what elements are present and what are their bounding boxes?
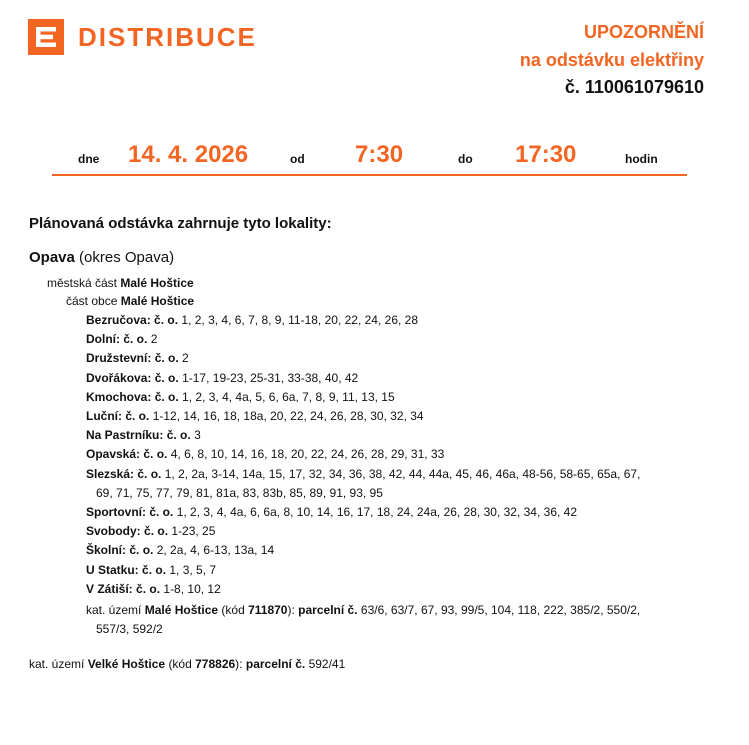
street-name: Školní: <box>86 543 127 558</box>
street-line <box>86 465 716 484</box>
house-numbers: 1-12, 14, 16, 18, 18a, 20, 22, 24, 26, 28, 30, 32, 34 <box>152 409 424 423</box>
street-name: Kmochova: <box>86 389 152 404</box>
street-name: Sportovní: <box>86 505 146 519</box>
cadastral-name: Malé Hoštice <box>144 603 219 617</box>
street-name: Na Pastrníku: <box>86 428 164 443</box>
house-numbers: 2 <box>150 332 158 347</box>
house-number-label: č. o. <box>149 505 174 519</box>
house-number-label: č. o. <box>166 428 191 443</box>
house-number-label: č. o. <box>123 332 148 347</box>
house-number-label: č. o. <box>154 389 179 404</box>
date-label: dne <box>78 152 100 166</box>
house-number-label: č. o. <box>154 351 179 366</box>
notice-title: UPOZORNĚNÍ <box>583 22 704 42</box>
house-number-label: č. o. <box>137 466 162 481</box>
locations-heading: Plánovaná odstávka zahrnuje tyto lokality: <box>29 215 332 232</box>
parcel-numbers: 63/6, 63/7, 67, 93, 99/5, 104, 118, 222, 385/2, 550/2, <box>360 603 641 617</box>
street-name: U Statku: <box>86 562 139 577</box>
street-line <box>86 503 716 522</box>
house-numbers: 1, 3, 5, 7 <box>169 562 217 577</box>
parcel-numbers: 592/41 <box>308 657 346 671</box>
date-value: 14. 4. 2026 <box>128 141 249 168</box>
cadastral-code: 778826 <box>195 657 236 671</box>
cez-logo <box>28 19 257 55</box>
cadastral-code-suffix: ): <box>235 657 243 671</box>
cadastral-code: 711870 <box>248 603 288 617</box>
town-line <box>29 249 174 266</box>
street-line <box>86 541 716 560</box>
to-time: 17:30 <box>515 141 577 168</box>
street-line <box>86 426 716 445</box>
house-numbers: 1, 2, 2a, 3-14, 14a, 15, 17, 32, 34, 36, 38, 42, 44, 44a, 45, 46, 46a, 48-56, 58-65, 65a, 67, <box>164 466 641 481</box>
street-line <box>86 349 716 368</box>
municipality-part-name: Malé Hoštice <box>120 294 195 308</box>
cadastral-code-suffix: ): <box>287 603 295 617</box>
parcel-label: parcelní č. <box>298 603 358 617</box>
parcel-numbers-cont: 557/3, 592/2 <box>96 622 163 636</box>
street-line <box>86 445 716 464</box>
notice-subtitle: na odstávku elektřiny <box>519 50 704 70</box>
house-numbers: 1, 2, 3, 4, 4a, 6, 6a, 8, 10, 14, 16, 17, 18, 24, 24a, 26, 28, 30, 32, 34, 36, 42 <box>176 505 578 519</box>
street-name: Družstevní: <box>86 351 152 366</box>
street-name: Luční: <box>86 409 122 423</box>
street-line <box>86 330 716 349</box>
house-number-label: č. o. <box>136 581 161 596</box>
from-time: 7:30 <box>355 141 404 168</box>
street-line-cont <box>86 484 716 503</box>
street-name: Dolní: <box>86 332 120 347</box>
house-numbers: 2 <box>182 351 189 366</box>
cadastral-prefix: kat. území <box>86 603 142 617</box>
district-part-name: Malé Hoštice <box>120 276 194 290</box>
house-number-label: č. o. <box>143 447 168 462</box>
house-numbers: 1-17, 19-23, 25-31, 33-38, 40, 42 <box>182 370 359 385</box>
from-label: od <box>290 152 305 166</box>
street-name: Opavská: <box>86 447 141 462</box>
street-name: Bezručova: <box>86 313 151 327</box>
notice-number: č. 110061079610 <box>564 77 704 97</box>
house-number-label: č. o. <box>154 313 179 327</box>
house-numbers: 4, 6, 8, 10, 14, 16, 18, 20, 22, 24, 26, 28, 29, 31, 33 <box>170 447 445 462</box>
street-name: Svobody: <box>86 524 141 539</box>
house-number-label: č. o. <box>144 524 169 539</box>
cadastral-velke-line <box>29 655 345 674</box>
cadastral-code-prefix: (kód <box>221 603 245 617</box>
municipality-part-prefix: část obce <box>66 294 118 308</box>
house-numbers: 1-23, 25 <box>171 524 216 539</box>
house-numbers-cont: 69, 71, 75, 77, 79, 81, 81a, 83, 83b, 85, 89, 91, 93, 95 <box>96 485 383 500</box>
house-number-label: č. o. <box>125 409 150 423</box>
town-district: (okres Opava) <box>79 249 175 266</box>
street-line <box>86 580 716 599</box>
cadastral-code-prefix: (kód <box>168 657 192 671</box>
brand-name: DISTRIBUCE <box>78 22 257 52</box>
street-line <box>86 407 716 426</box>
town-name: Opava <box>29 249 75 266</box>
municipality-part-line <box>66 292 194 311</box>
district-part-line <box>47 274 194 293</box>
street-line <box>86 369 716 388</box>
street-line <box>86 311 716 330</box>
parcel-label: parcelní č. <box>245 657 306 671</box>
district-part-prefix: městská část <box>47 276 118 290</box>
house-number-label: č. o. <box>129 543 154 558</box>
street-line <box>86 522 716 541</box>
street-line <box>86 388 716 407</box>
street-name: Slezská: <box>86 466 135 481</box>
to-label: do <box>458 152 473 166</box>
house-numbers: 3 <box>194 428 201 443</box>
house-numbers: 1, 2, 3, 4, 4a, 5, 6, 6a, 7, 8, 9, 11, 13, 15 <box>182 389 395 404</box>
house-number-label: č. o. <box>154 370 179 385</box>
cadastral-name: Velké Hoštice <box>87 657 166 671</box>
notice-header <box>520 18 704 100</box>
schedule-row <box>52 138 687 176</box>
house-numbers: 1-8, 10, 12 <box>163 581 221 596</box>
house-numbers: 2, 2a, 4, 6-13, 13a, 14 <box>156 543 275 558</box>
cadastral-male-line <box>86 601 716 620</box>
house-number-label: č. o. <box>142 562 167 577</box>
cadastral-male-cont <box>86 620 716 639</box>
street-name: V Zátiší: <box>86 581 133 596</box>
street-line <box>86 561 716 580</box>
cez-logo-icon <box>28 19 64 55</box>
house-numbers: 1, 2, 3, 4, 6, 7, 8, 9, 11-18, 20, 22, 24, 26, 28 <box>181 313 419 327</box>
street-name: Dvořákova: <box>86 370 152 385</box>
unit-label: hodin <box>625 152 658 166</box>
cadastral-prefix: kat. území <box>29 657 85 671</box>
